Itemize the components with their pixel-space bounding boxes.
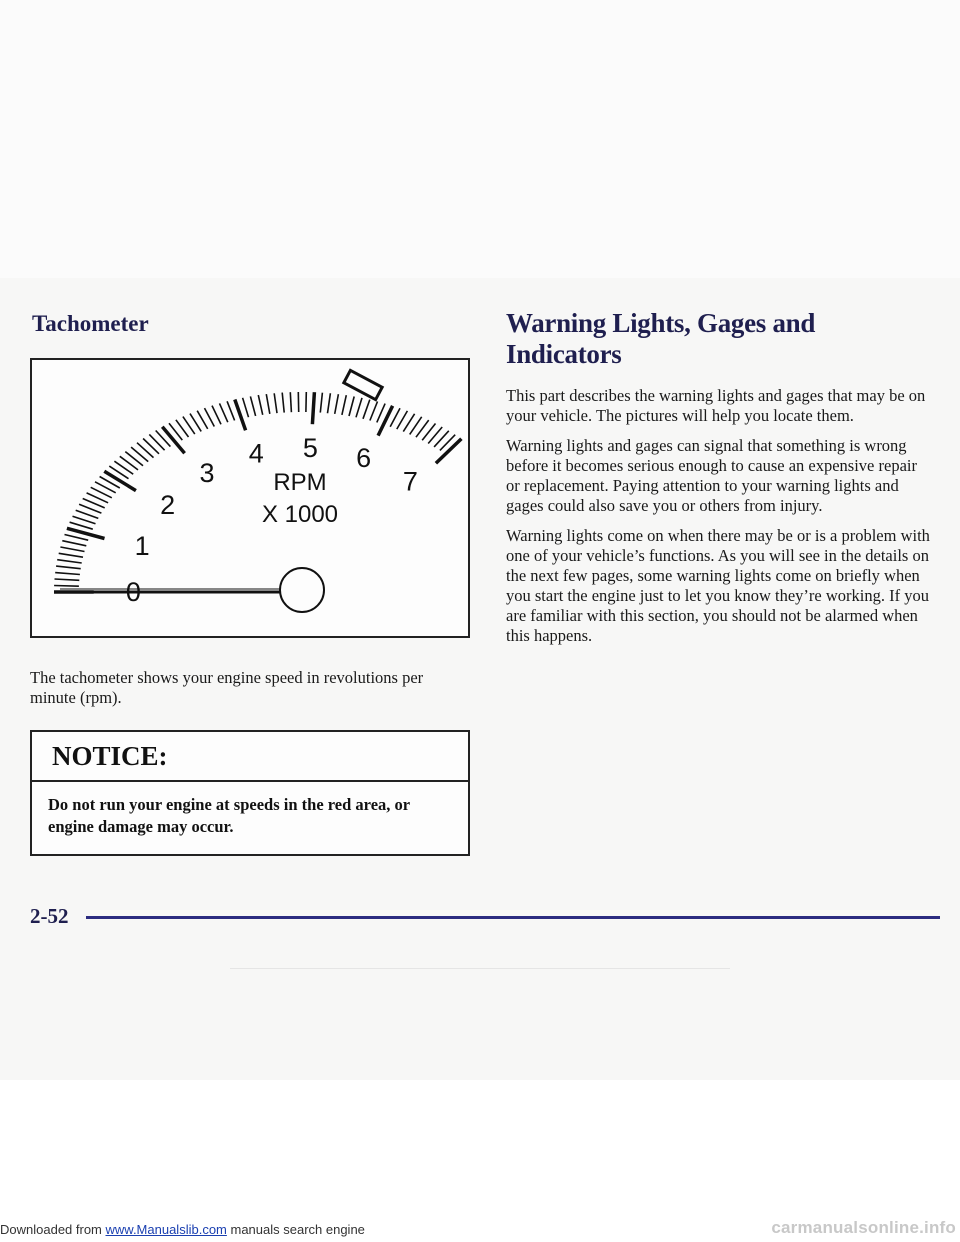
page-number: 2-52 xyxy=(30,904,69,928)
gauge-needle-hub xyxy=(280,568,324,612)
gauge-minor-tick xyxy=(62,541,86,546)
gauge-minor-tick xyxy=(120,456,138,470)
gauge-minor-tick xyxy=(70,522,93,529)
gauge-minor-tick xyxy=(250,396,255,416)
section-title-warning-lights: Warning Lights, Gages and Indicators xyxy=(506,308,816,369)
gauge-minor-tick xyxy=(282,393,284,413)
gauge-minor-tick xyxy=(220,403,228,422)
gauge-number: 3 xyxy=(199,458,215,488)
notice-heading: NOTICE: xyxy=(32,732,468,782)
gauge-minor-tick xyxy=(55,579,80,580)
tachometer-caption: The tachometer shows your engine speed in revolutions per minute (rpm). xyxy=(30,668,424,707)
gauge-minor-tick xyxy=(274,393,277,413)
faint-divider xyxy=(230,968,730,969)
gauge-number: 6 xyxy=(356,443,372,473)
gauge-minor-tick xyxy=(55,573,80,575)
gauge-minor-tick xyxy=(328,393,331,413)
gauge-major-tick xyxy=(312,392,314,424)
gauge-minor-tick xyxy=(290,392,291,412)
gauge-minor-tick xyxy=(131,447,148,462)
gauge-minor-tick xyxy=(57,560,81,563)
gauge-minor-tick xyxy=(205,408,215,426)
tachometer-figure xyxy=(30,358,470,638)
gauge-minor-tick xyxy=(54,586,79,587)
gauge-minor-tick xyxy=(60,547,84,552)
tachometer-gauge xyxy=(32,360,468,636)
gauge-minor-tick xyxy=(59,553,83,557)
gauge-number: 7 xyxy=(402,466,418,497)
manualslib-link[interactable]: www.Manualslib.com xyxy=(105,1222,227,1237)
gauge-number: 0 xyxy=(125,577,141,607)
gauge-number: 5 xyxy=(302,433,318,464)
gauge-minor-tick xyxy=(243,398,249,417)
gauge-major-tick xyxy=(378,406,393,436)
paragraph: This part describes the warning lights and gages that may be on your vehicle. The pictures will help you locate them. xyxy=(506,386,926,425)
gauge-minor-tick xyxy=(73,516,96,524)
gauge-minor-tick xyxy=(356,398,362,417)
gauge-minor-tick xyxy=(266,394,270,414)
section-title-tachometer: Tachometer xyxy=(32,311,149,336)
gauge-minor-tick xyxy=(370,402,378,421)
gauge-minor-tick xyxy=(227,401,235,420)
gauge-minor-tick xyxy=(143,439,159,454)
page-top-margin xyxy=(0,0,960,278)
gauge-minor-tick xyxy=(377,404,385,423)
tachometer-section xyxy=(30,308,470,836)
gauge-minor-tick xyxy=(342,395,346,415)
gauge-number: 1 xyxy=(134,531,150,562)
gauge-minor-tick xyxy=(363,400,370,419)
gauge-number: 2 xyxy=(160,490,176,521)
gauge-minor-tick xyxy=(76,510,99,518)
gauge-unit-rpm: RPM xyxy=(273,469,327,496)
watermark: carmanualsonline.info xyxy=(771,1218,956,1237)
notice-box xyxy=(30,730,470,856)
paragraph: Warning lights come on when there may be or is a problem with one of your vehicle’s functions. As you will see in the details on the next few pages, some warning lights come on briefly when you start the engine just to let you know they’re working. If you are familiar with this section, you should not be alarmed when this happens. xyxy=(506,526,930,645)
gauge-minor-tick xyxy=(125,452,143,466)
gauge-minor-tick xyxy=(56,566,81,569)
gauge-minor-tick xyxy=(137,443,154,458)
gauge-minor-tick xyxy=(349,397,354,417)
download-source-line: Downloaded from www.Manualslib.com manuals search engine xyxy=(0,1222,365,1237)
redline-marker xyxy=(344,370,382,399)
gauge-minor-tick xyxy=(335,394,339,414)
notice-body: Do not run your engine at speeds in the red area, or engine damage may occur. xyxy=(48,795,410,836)
gauge-minor-tick xyxy=(258,395,262,415)
gauge-minor-tick xyxy=(320,393,322,413)
gauge-minor-tick xyxy=(212,406,221,425)
gauge-tick-marks xyxy=(54,392,461,592)
gauge-minor-tick xyxy=(65,535,89,541)
paragraph: Warning lights and gages can signal that something is wrong before it becomes serious enough to cause an expensive repair or replacement. Paying attention to your warning lights and gages could also save you or others from injury. xyxy=(506,436,917,515)
footer-rule xyxy=(86,916,940,919)
warning-lights-section xyxy=(506,308,934,646)
gauge-unit-multiplier: X 1000 xyxy=(261,501,339,528)
gauge-number: 4 xyxy=(248,438,264,469)
